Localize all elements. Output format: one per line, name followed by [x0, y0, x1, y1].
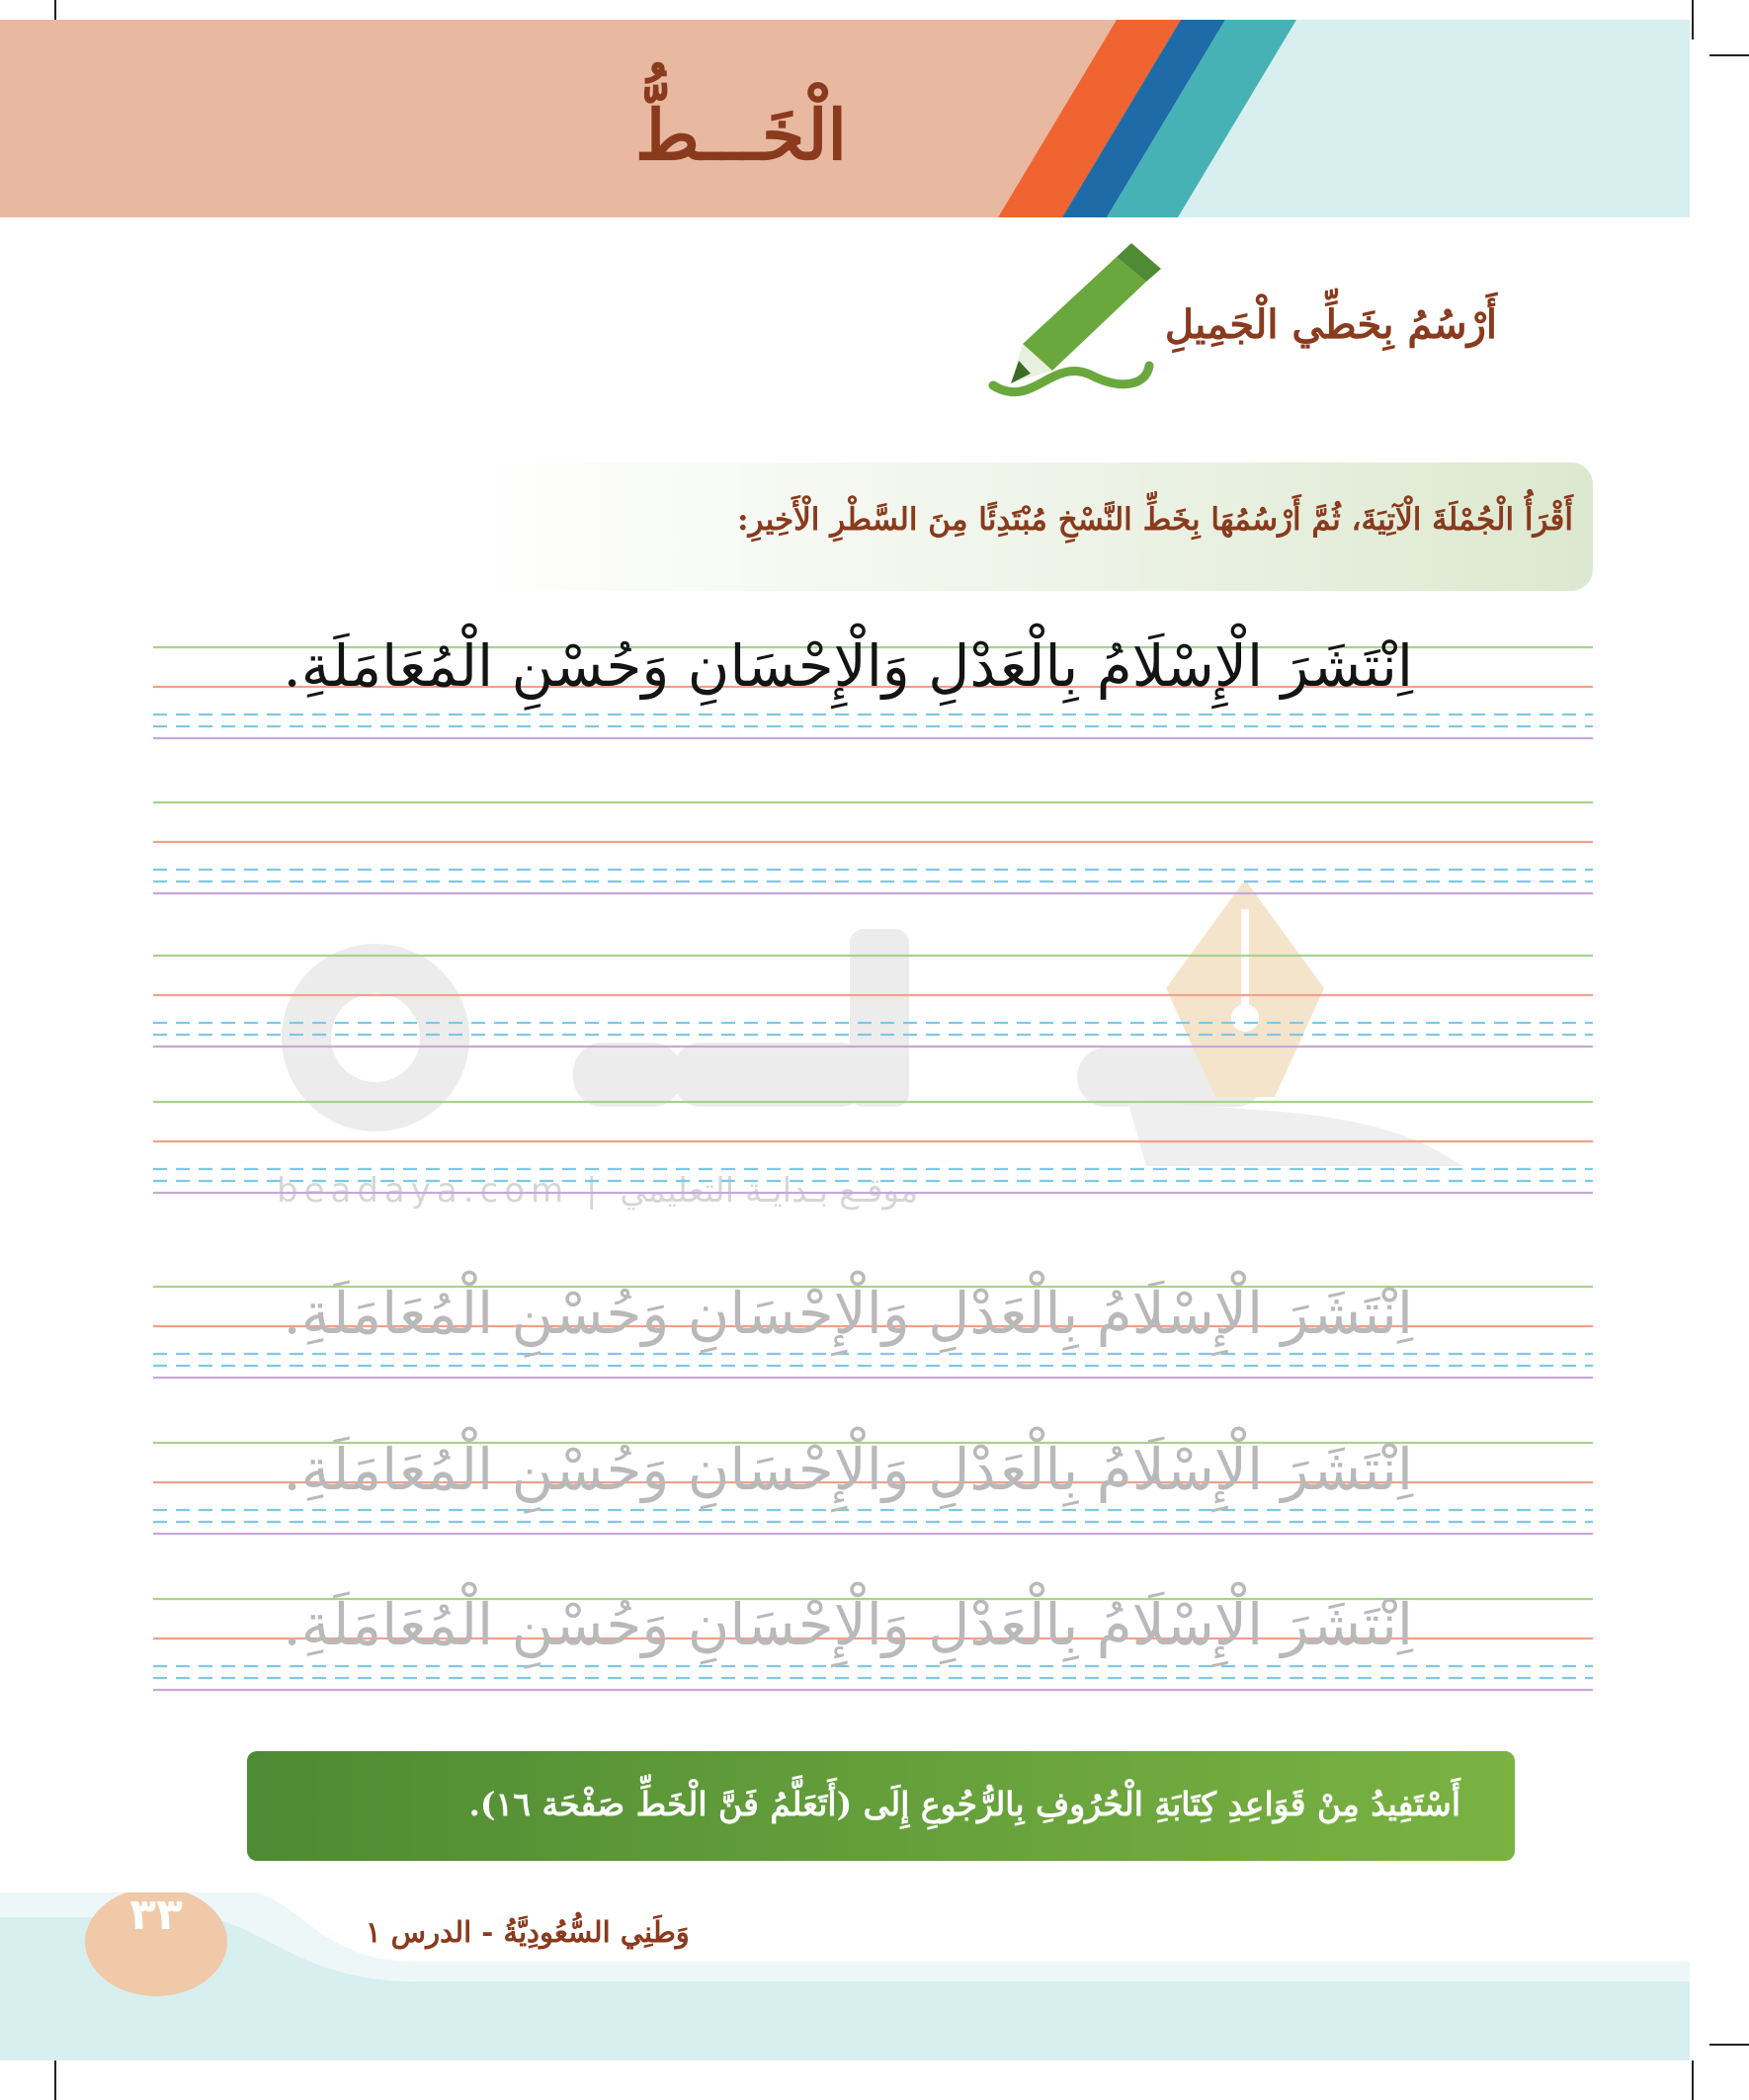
page-title: الْخَـــطُّ	[635, 94, 847, 176]
instruction-text: أَقْرَأُ الْجُمْلَةَ الْآتِيَةَ، ثُمَّ أَرْسُمُهَا بِخَطِّ النَّسْخِ مُبْتَدِئًا مِنَ السَّطْرِ الْأَخِيرِ:	[737, 502, 1573, 538]
trace-sentence: اِنْتَشَرَ الْإِسْلَامُ بِالْعَدْلِ وَالْإِحْسَانِ وَحُسْنِ الْمُعَامَلَةِ.	[283, 1591, 1413, 1658]
section-heading: أَرْسُمُ بِخَطِّي الْجَمِيلِ	[1164, 301, 1497, 348]
trace-sentence: اِنْتَشَرَ الْإِسْلَامُ بِالْعَدْلِ وَالْإِحْسَانِ وَحُسْنِ الْمُعَامَلَةِ.	[283, 1280, 1413, 1347]
trace-sentence: اِنْتَشَرَ الْإِسْلَامُ بِالْعَدْلِ وَالْإِحْسَانِ وَحُسْنِ الْمُعَامَلَةِ.	[283, 1436, 1413, 1503]
watermark-site: beadaya.com | موقـع بـدايـة التعليمي	[277, 1171, 919, 1211]
page-number: ٣٣	[129, 1890, 183, 1940]
tip-box	[247, 1751, 1515, 1861]
footer-lesson: وَطَنِي السُّعُودِيَّةُ - الدرس ١	[366, 1915, 690, 1949]
model-sentence: اِنْتَشَرَ الْإِسْلَامُ بِالْعَدْلِ وَالْإِحْسَانِ وَحُسْنِ الْمُعَامَلَةِ.	[283, 632, 1413, 700]
tip-text: أَسْتَفِيدُ مِنْ قَوَاعِدِ كِتَابَةِ الْحُرُوفِ بِالرُّجُوعِ إِلَى (أَتَعَلَّمُ فَنَّ الْخَطِّ صَفْحَة ١٦).	[468, 1785, 1460, 1823]
footer-band	[0, 1892, 1690, 2060]
